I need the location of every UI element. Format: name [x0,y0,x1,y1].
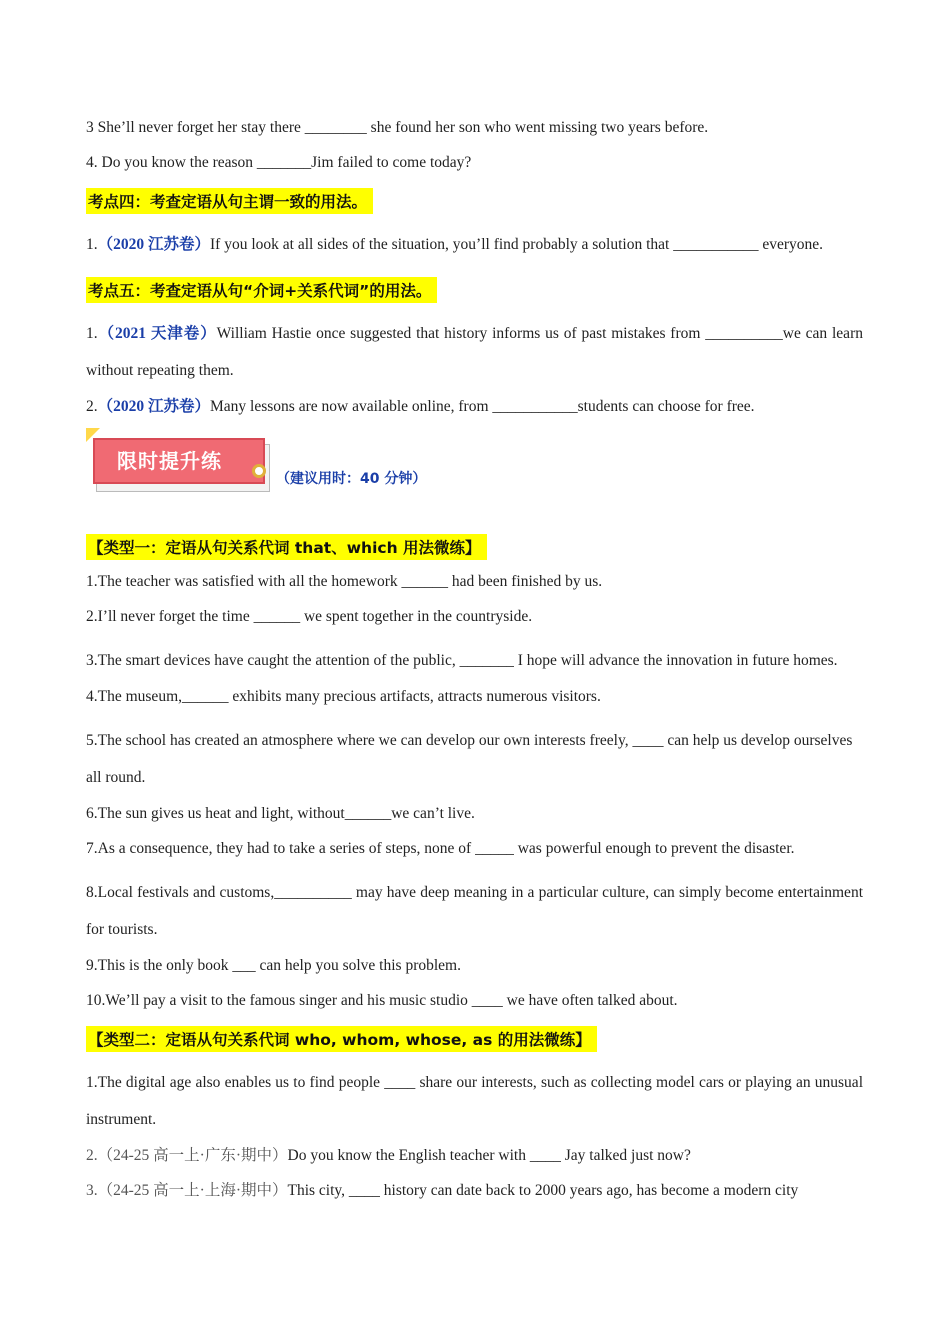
practice-badge [86,432,863,522]
exercise-item: 1.The digital age also enables us to find people ____ share our interests, such as collecting model cars or playing an unusual instrument. [86,1074,863,1128]
suggested-time: （建议用时：40 分钟） [276,471,427,487]
question-item [86,226,863,263]
question-item [86,397,863,417]
question-source: （2021 天津卷） [97,325,217,342]
exercise-item: 10.We’ll pay a visit to the famous singer and his music studio ____ we have often talked about. [86,992,678,1009]
exercise-item: 9.This is the only book ___ can help you solve this problem. [86,957,461,974]
badge-ring-icon [252,464,266,478]
exercise-item: 4.The museum,______ exhibits many precious artifacts, attracts numerous visitors. [86,688,601,705]
exercise-source: 2.（24-25 高一上·广东·期中） [86,1147,288,1164]
badge-label: 限时提升练 [93,438,265,484]
question-line: 3 She’ll never forget her stay there ________ she found her son who went missing two years before. [86,119,709,136]
type1-heading: 【类型一：定语从句关系代词 that、which 用法微练】 [86,534,487,560]
section-heading-5: 考点五：考查定语从句“介词+关系代词”的用法。 [86,277,437,303]
question-text: If you look at all sides of the situation, you’ll find probably a solution that ___________ everyone. [210,236,824,253]
exercise-item [86,1146,863,1166]
question-number: 1. [86,325,98,342]
exercise-item: 2.I’ll never forget the time ______ we spent together in the countryside. [86,608,533,625]
exercise-item: 7.As a consequence, they had to take a series of steps, none of _____ was powerful enough to prevent the disaster. [86,840,795,857]
question-text: William Hastie once suggested that history informs us of past mistakes from __________we can learn without repeating them. [86,325,863,379]
badge-corner-icon [86,428,100,442]
section-heading-4: 考点四：考查定语从句主谓一致的用法。 [86,188,373,214]
question-number: 2. [86,398,98,415]
exercise-item: 1.The teacher was satisfied with all the homework ______ had been finished by us. [86,573,603,590]
question-text: Many lessons are now available online, from ___________students can choose for free. [210,398,755,415]
exercise-item: 8.Local festivals and customs,__________ may have deep meaning in a particular culture, can simply become entertainment for tourists. [86,884,863,938]
exercise-item [86,1181,863,1201]
exercise-item: 3.The smart devices have caught the attention of the public, _______ I hope will advance the innovation in future homes. [86,652,838,669]
document-page [86,118,863,1216]
type2-heading: 【类型二：定语从句关系代词 who, whom, whose, as 的用法微练】 [86,1026,597,1052]
question-line: 4. Do you know the reason _______Jim failed to come today? [86,154,472,171]
exercise-item: 6.The sun gives us heat and light, without______we can’t live. [86,805,475,822]
question-number: 1. [86,236,98,253]
exercise-item: 5.The school has created an atmosphere where we can develop our own interests freely, ____ can help us develop ourselves all round. [86,732,853,786]
exercise-source: 3.（24-25 高一上·上海·期中） [86,1182,288,1199]
question-source: （2020 江苏卷） [97,236,211,253]
question-source: （2020 江苏卷） [97,398,211,415]
exercise-text: Do you know the English teacher with ____ Jay talked just now? [287,1147,691,1164]
question-item [86,315,863,389]
exercise-text: This city, ____ history can date back to 2000 years ago, has become a modern city [287,1182,799,1199]
